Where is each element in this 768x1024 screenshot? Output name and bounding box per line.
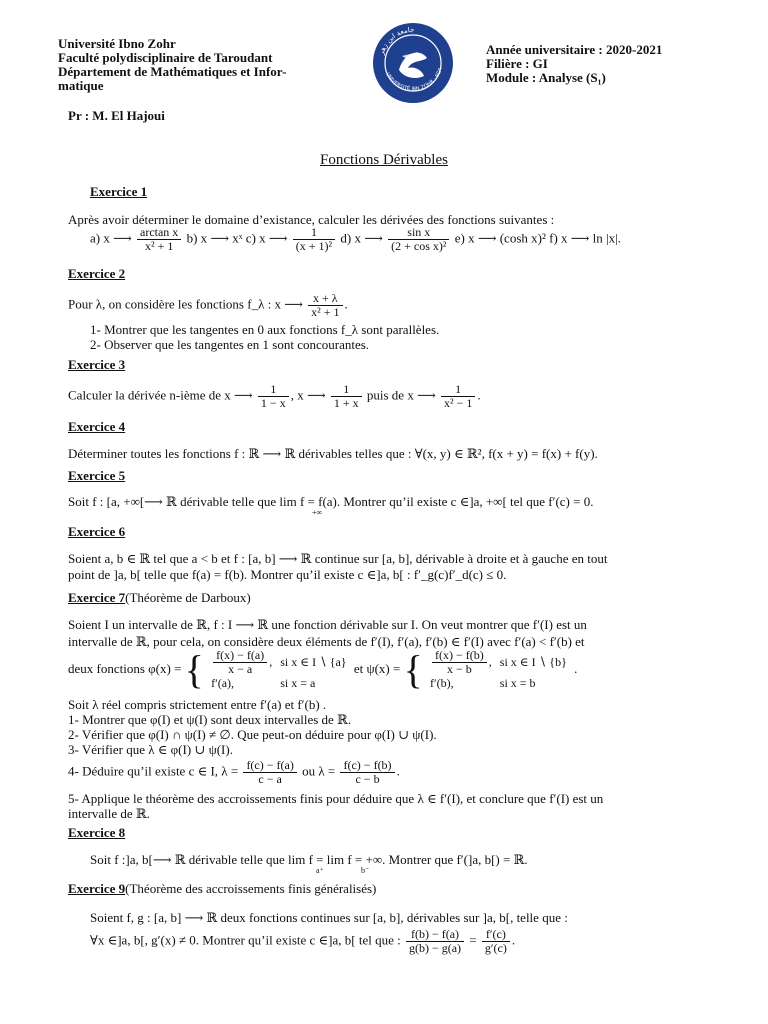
ex2-question-2: 2- Observer que les tangentes en 1 sont concourantes.: [90, 337, 370, 352]
ex1-d-num: sin x: [407, 225, 431, 239]
ex7-question-5: 5- Applique le théorème des accroissements finis pour déduire que λ ∈ f′(I), et conclure que f′(I) est un: [68, 791, 604, 806]
department-name-cont: matique: [58, 78, 104, 93]
ex3-f1-den: 1 − x: [258, 396, 289, 410]
exercise-2-statement: [68, 292, 348, 319]
document-title: Fonctions Dérivables: [320, 152, 448, 168]
ex7-psi-num: f(x) − f(b): [435, 648, 484, 662]
ex1-c-den: (x + 1)²: [293, 239, 335, 253]
exercise-2-heading: Exercice 2: [68, 266, 126, 281]
university-logo: [372, 22, 454, 104]
ex7-dot: .: [574, 660, 578, 676]
university-name: Université Ibno Zohr: [58, 36, 176, 51]
ex7-phi-cond-1: si x ∈ I ∖ {a}: [280, 655, 347, 669]
ex1-c-label: c) x ⟶: [245, 230, 288, 246]
ex7-psi-den: x − b: [432, 662, 487, 676]
ex3-f3: [441, 383, 475, 410]
ex1-e: e) x ⟶ (cosh x)²: [454, 230, 546, 246]
ex3-period: .: [477, 387, 481, 403]
ex8-limit-sub-1: a⁺: [316, 866, 324, 875]
ex1-f: f) x ⟶ ln |x|.: [549, 230, 621, 246]
exercise-6-heading: Exercice 6: [68, 524, 126, 539]
ex7-q4-or: ou λ =: [302, 763, 336, 779]
ex2-intro: Pour λ, on considère les fonctions f_λ : x ⟶: [68, 296, 303, 312]
ex3-mid: , x ⟶: [290, 387, 326, 403]
ex7-question-1: 1- Montrer que φ(I) et ψ(I) sont deux intervalles de ℝ.: [68, 712, 352, 727]
ex3-f1-num: 1: [270, 382, 277, 396]
ex2-period: .: [344, 296, 348, 312]
ex2-num: x + λ: [313, 291, 338, 305]
ex7-question-2: 2- Vérifier que φ(I) ∩ ψ(I) ≠ ∅. Que peut-on déduire pour φ(I) ∪ ψ(I).: [68, 727, 437, 742]
ex1-a-label: a) x ⟶: [90, 230, 132, 246]
ex7-q4-frac-1: [243, 759, 296, 786]
ex1-d-den: (2 + cos x)²: [388, 239, 449, 253]
ex3-intro: Calculer la dérivée n-ième de x ⟶: [68, 387, 253, 403]
svg-text:UNIVERSITÉ IBN ZOHR · AGADIR: UNIVERSITÉ IBN ZOHR · AGA: [384, 67, 444, 93]
ex1-a-fraction: [137, 226, 181, 253]
ex7-q4-num-2: f(c) − f(b): [343, 758, 392, 772]
ex9-intro: ∀x ∈]a, b[, g′(x) ≠ 0. Montrer qu’il existe c ∈]a, b[ tel que :: [90, 932, 401, 948]
ex6-line-2: point de ]a, b[ telle que f(a) = f(b). Montrer qu’il existe c ∈]a, b[ : f′_g(c)f′_d(c) ≤ 0.: [68, 567, 507, 582]
ex7-question-5-cont: intervalle de ℝ.: [68, 806, 150, 821]
ex9-equals: =: [469, 932, 477, 948]
academic-year: Année universitaire : 2020-2021: [486, 42, 663, 57]
ex7-q4-period: .: [396, 763, 400, 779]
ex1-a-den: x² + 1: [137, 239, 181, 253]
ex9-line-1: Soient f, g : [a, b] ⟶ ℝ deux fonctions continues sur [a, b], dérivables sur ]a, b[, telle que :: [90, 910, 568, 925]
exercise-7-note: (Théorème de Darboux): [125, 590, 251, 605]
ex7-line-1: Soient I un intervalle de ℝ, f : I ⟶ ℝ une fonction dérivable sur I. On veut montrer que f′(I) est un: [68, 617, 587, 632]
ex3-f2: [331, 383, 362, 410]
ex7-line-2: intervalle de ℝ, pour cela, on considère deux éléments de f′(I), f′(a), f′(b) ∈ f′(I) avec f′(a) < f′(b) et: [68, 634, 585, 649]
exercise-4-heading: Exercice 4: [68, 419, 126, 434]
ex1-d-label: d) x ⟶: [340, 230, 383, 246]
ex7-phi-cases: $\frac{f(x) - f(a)}{x - a}$ , si x ∈ I ∖ {a} f′(a), si x = a: [207, 649, 350, 691]
exercise-9-heading-line: [68, 881, 376, 896]
ex7-question-3: 3- Vérifier que λ ∈ φ(I) ∪ ψ(I).: [68, 742, 233, 757]
ex7-q4-intro: 4- Déduire qu’il existe c ∈ I, λ =: [68, 763, 239, 779]
ex7-phi-den: x − a: [213, 662, 267, 676]
ex7-psi-label: et ψ(x) =: [353, 660, 401, 676]
exercise-9-heading: Exercice 9: [68, 881, 126, 896]
faculty-name: Faculté polydisciplinaire de Taroudant: [58, 50, 273, 65]
svg-text:جامعة ابن زهر: جامعة ابن زهر: [377, 25, 415, 56]
ex9-frac-1: [406, 928, 464, 955]
ex7-phi-cond-2: si x = a: [280, 676, 316, 690]
ex9-frac-2: [482, 928, 510, 955]
ex7-q4-den-2: c − b: [340, 772, 394, 786]
ex7-question-4: [68, 759, 400, 786]
module: Module : Analyse (S₁): [486, 70, 606, 85]
exercise-7-heading: Exercice 7: [68, 590, 126, 605]
ex2-fraction: [308, 292, 342, 319]
ex3-f3-num: 1: [455, 382, 462, 396]
exercise-9-note: (Théorème des accroissements finis généralisés): [125, 881, 377, 896]
ex7-phi-fraction: [213, 649, 267, 676]
ex6-line-1: Soient a, b ∈ ℝ tel que a < b et f : [a, b] ⟶ ℝ continue sur [a, b], dérivable à droite et à gauche en tout: [68, 551, 608, 566]
exercise-1-intro: Après avoir déterminer le domaine d’existance, calculer les dérivées des fonctions suivantes :: [68, 212, 555, 227]
ex3-mid2: puis de x ⟶: [366, 387, 436, 403]
ex7-q4-frac-2: [340, 759, 394, 786]
ex7-phi-num: f(x) − f(a): [216, 648, 265, 662]
ex1-a-num: arctan x: [140, 225, 179, 239]
ex5-limit-subscript: +∞: [312, 508, 323, 517]
exercise-8-heading: Exercice 8: [68, 825, 126, 840]
exercise-5-statement: Soit f : [a, +∞[⟶ ℝ dérivable telle que lim f = f(a). Montrer qu’il existe c ∈]a, +∞[ tel que f′(c) = 0.: [68, 494, 594, 509]
ex9-den-2: g′(c): [482, 941, 510, 955]
ex7-q4-num-1: f(c) − f(a): [246, 758, 294, 772]
ex7-piecewise-definitions: [68, 649, 577, 691]
ex1-b: b) x ⟶ xˣ: [186, 230, 243, 246]
ex3-f2-num: 1: [343, 382, 350, 396]
ex7-psi-cond-2: si x = b: [499, 676, 536, 690]
ex2-question-1: 1- Montrer que les tangentes en 0 aux fonctions f_λ sont parallèles.: [90, 322, 440, 337]
ex7-psi-value-2: f′(b),: [430, 676, 454, 690]
ex3-f3-den: x² − 1: [441, 396, 475, 410]
department-name: Département de Mathématiques et Infor-: [58, 64, 287, 79]
ex7-psi-brace: {: [403, 647, 423, 692]
ex1-c-fraction: [293, 226, 335, 253]
exercise-3-heading: Exercice 3: [68, 357, 126, 372]
ex9-num-1: f(b) − f(a): [410, 927, 460, 941]
institution-block: [58, 37, 286, 93]
ex3-f1: [258, 383, 289, 410]
ex8-limit-sub-2: b⁻: [361, 866, 370, 875]
ex7-psi-fraction: [432, 649, 487, 676]
ex7-phi-label: deux fonctions φ(x) =: [68, 660, 182, 676]
exercise-7-heading-line: [68, 590, 251, 605]
ex9-line-2: [90, 928, 515, 955]
ex1-c-num: 1: [310, 225, 317, 239]
exercise-4-statement: Déterminer toutes les fonctions f : ℝ ⟶ ℝ dérivables telles que : ∀(x, y) ∈ ℝ², f(x + y) = f(x) + f(y).: [68, 446, 598, 461]
program: Filière : GI: [486, 56, 548, 71]
ex7-phi-value-2: f′(a),: [211, 676, 235, 690]
exercise-5-heading: Exercice 5: [68, 468, 126, 483]
ex9-num-2: f′(c): [485, 927, 506, 941]
exercise-3-statement: [68, 383, 481, 410]
exercise-8-statement: Soit f :]a, b[⟶ ℝ dérivable telle que lim f = lim f = +∞. Montrer que f′(]a, b[) = ℝ.: [90, 852, 528, 867]
ex7-psi-cases: $\frac{f(x) - f(b)}{x - b}$ , si x ∈ I ∖ {b} f′(b), si x = b: [426, 649, 571, 691]
academic-info-block: [486, 43, 662, 85]
ex3-f2-den: 1 + x: [331, 396, 362, 410]
ex9-den-1: g(b) − g(a): [406, 941, 464, 955]
ex9-period: .: [511, 932, 516, 948]
ex7-lambda-def: Soit λ réel compris strictement entre f′(a) et f′(b) .: [68, 697, 327, 712]
exercise-1-functions: [90, 226, 621, 253]
ex1-d-fraction: [388, 226, 449, 253]
ex7-phi-brace: {: [184, 647, 204, 692]
ex7-psi-cond-1: si x ∈ I ∖ {b}: [499, 655, 567, 669]
ex2-den: x² + 1: [308, 305, 342, 319]
ex7-q4-den-1: c − a: [243, 772, 296, 786]
professor: Pr : M. El Hajoui: [68, 108, 165, 123]
exercise-1-heading: Exercice 1: [90, 184, 148, 199]
